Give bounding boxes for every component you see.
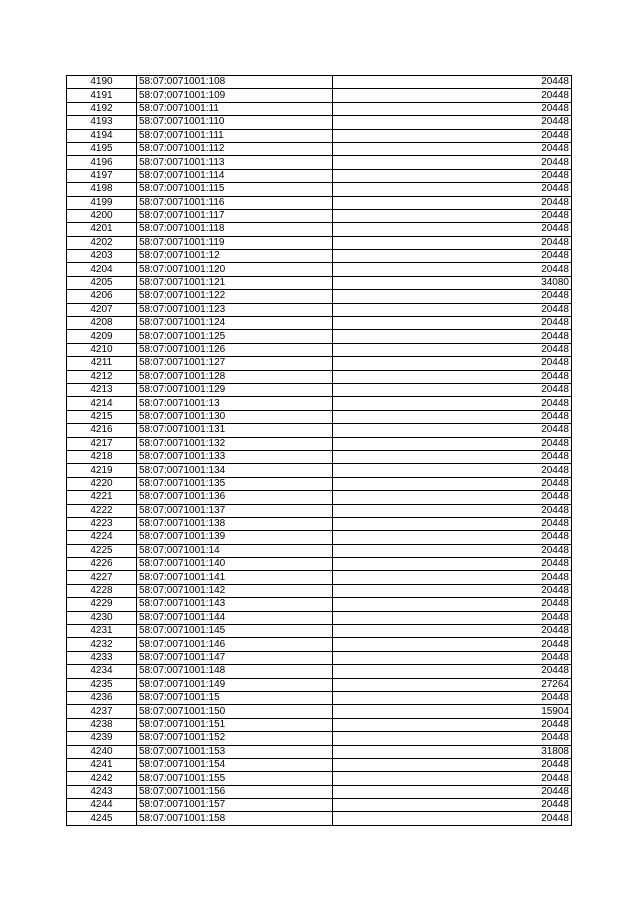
row-number-cell: 4229	[67, 598, 137, 611]
row-number-cell: 4241	[67, 758, 137, 771]
value-cell: 20448	[333, 477, 572, 490]
cadastral-number-cell: 58:07:0071001:127	[137, 357, 333, 370]
value-cell: 20448	[333, 76, 572, 89]
table-row	[67, 383, 572, 396]
table-row	[67, 263, 572, 276]
row-number-cell: 4201	[67, 223, 137, 236]
cadastral-number-cell: 58:07:0071001:133	[137, 450, 333, 463]
table-row	[67, 812, 572, 825]
cadastral-number-cell: 58:07:0071001:150	[137, 705, 333, 718]
row-number-cell: 4205	[67, 276, 137, 289]
table-row	[67, 772, 572, 785]
table-row	[67, 450, 572, 463]
table-row	[67, 397, 572, 410]
cadastral-number-cell: 58:07:0071001:130	[137, 410, 333, 423]
cadastral-number-cell: 58:07:0071001:154	[137, 758, 333, 771]
cadastral-number-cell: 58:07:0071001:153	[137, 745, 333, 758]
table-row	[67, 116, 572, 129]
value-cell: 20448	[333, 250, 572, 263]
value-cell: 20448	[333, 357, 572, 370]
cadastral-number-cell: 58:07:0071001:109	[137, 89, 333, 102]
table-row	[67, 76, 572, 89]
row-number-cell: 4212	[67, 370, 137, 383]
row-number-cell: 4214	[67, 397, 137, 410]
table-row	[67, 718, 572, 731]
cadastral-number-cell: 58:07:0071001:149	[137, 678, 333, 691]
cadastral-number-cell: 58:07:0071001:137	[137, 504, 333, 517]
value-cell: 20448	[333, 263, 572, 276]
value-cell: 20448	[333, 517, 572, 530]
row-number-cell: 4238	[67, 718, 137, 731]
cadastral-number-cell: 58:07:0071001:118	[137, 223, 333, 236]
row-number-cell: 4226	[67, 558, 137, 571]
table-row	[67, 437, 572, 450]
row-number-cell: 4220	[67, 477, 137, 490]
row-number-cell: 4217	[67, 437, 137, 450]
value-cell: 20448	[333, 450, 572, 463]
value-cell: 20448	[333, 785, 572, 798]
value-cell: 20448	[333, 611, 572, 624]
table-row	[67, 705, 572, 718]
row-number-cell: 4195	[67, 142, 137, 155]
table-row	[67, 598, 572, 611]
cadastral-number-cell: 58:07:0071001:123	[137, 303, 333, 316]
table-row	[67, 665, 572, 678]
row-number-cell: 4242	[67, 772, 137, 785]
cadastral-number-cell: 58:07:0071001:113	[137, 156, 333, 169]
cadastral-number-cell: 58:07:0071001:142	[137, 584, 333, 597]
cadastral-number-cell: 58:07:0071001:136	[137, 491, 333, 504]
table-row	[67, 183, 572, 196]
value-cell: 20448	[333, 102, 572, 115]
cadastral-number-cell: 58:07:0071001:12	[137, 250, 333, 263]
table-row	[67, 236, 572, 249]
table-row	[67, 196, 572, 209]
row-number-cell: 4200	[67, 209, 137, 222]
cadastral-number-cell: 58:07:0071001:144	[137, 611, 333, 624]
cadastral-number-cell: 58:07:0071001:116	[137, 196, 333, 209]
table-row	[67, 651, 572, 664]
value-cell: 20448	[333, 504, 572, 517]
table-row	[67, 290, 572, 303]
cadastral-number-cell: 58:07:0071001:155	[137, 772, 333, 785]
table-row	[67, 732, 572, 745]
row-number-cell: 4231	[67, 625, 137, 638]
row-number-cell: 4208	[67, 317, 137, 330]
cadastral-number-cell: 58:07:0071001:131	[137, 424, 333, 437]
value-cell: 20448	[333, 598, 572, 611]
value-cell: 20448	[333, 142, 572, 155]
cadastral-number-cell: 58:07:0071001:13	[137, 397, 333, 410]
value-cell: 20448	[333, 129, 572, 142]
row-number-cell: 4237	[67, 705, 137, 718]
value-cell: 20448	[333, 718, 572, 731]
table-row	[67, 343, 572, 356]
cadastral-number-cell: 58:07:0071001:156	[137, 785, 333, 798]
table-row	[67, 531, 572, 544]
cadastral-number-cell: 58:07:0071001:158	[137, 812, 333, 825]
table-row	[67, 330, 572, 343]
row-number-cell: 4199	[67, 196, 137, 209]
value-cell: 20448	[333, 651, 572, 664]
value-cell: 20448	[333, 544, 572, 557]
row-number-cell: 4216	[67, 424, 137, 437]
value-cell: 20448	[333, 209, 572, 222]
table-row	[67, 102, 572, 115]
cadastral-number-cell: 58:07:0071001:126	[137, 343, 333, 356]
value-cell: 20448	[333, 236, 572, 249]
cadastral-number-cell: 58:07:0071001:115	[137, 183, 333, 196]
cadastral-number-cell: 58:07:0071001:147	[137, 651, 333, 664]
row-number-cell: 4239	[67, 732, 137, 745]
table-row	[67, 303, 572, 316]
cadastral-number-cell: 58:07:0071001:138	[137, 517, 333, 530]
value-cell: 20448	[333, 531, 572, 544]
table-row	[67, 558, 572, 571]
cadastral-number-cell: 58:07:0071001:119	[137, 236, 333, 249]
value-cell: 20448	[333, 410, 572, 423]
value-cell: 20448	[333, 330, 572, 343]
table-row	[67, 410, 572, 423]
table-row	[67, 691, 572, 704]
row-number-cell: 4232	[67, 638, 137, 651]
table-row	[67, 464, 572, 477]
row-number-cell: 4211	[67, 357, 137, 370]
row-number-cell: 4219	[67, 464, 137, 477]
value-cell: 20448	[333, 290, 572, 303]
row-number-cell: 4233	[67, 651, 137, 664]
row-number-cell: 4203	[67, 250, 137, 263]
value-cell: 20448	[333, 196, 572, 209]
row-number-cell: 4224	[67, 531, 137, 544]
table-row	[67, 477, 572, 490]
table-row	[67, 504, 572, 517]
row-number-cell: 4234	[67, 665, 137, 678]
table-row	[67, 250, 572, 263]
value-cell: 20448	[333, 397, 572, 410]
cadastral-number-cell: 58:07:0071001:141	[137, 571, 333, 584]
row-number-cell: 4243	[67, 785, 137, 798]
table-row	[67, 638, 572, 651]
value-cell: 20448	[333, 156, 572, 169]
cadastral-number-cell: 58:07:0071001:146	[137, 638, 333, 651]
row-number-cell: 4223	[67, 517, 137, 530]
cadastral-number-cell: 58:07:0071001:140	[137, 558, 333, 571]
row-number-cell: 4209	[67, 330, 137, 343]
value-cell: 20448	[333, 691, 572, 704]
value-cell: 20448	[333, 343, 572, 356]
row-number-cell: 4221	[67, 491, 137, 504]
value-cell: 15904	[333, 705, 572, 718]
cadastral-number-cell: 58:07:0071001:15	[137, 691, 333, 704]
table-row	[67, 169, 572, 182]
table-row	[67, 357, 572, 370]
cadastral-number-cell: 58:07:0071001:114	[137, 169, 333, 182]
value-cell: 20448	[333, 812, 572, 825]
value-cell: 20448	[333, 625, 572, 638]
table-row	[67, 571, 572, 584]
cadastral-number-cell: 58:07:0071001:120	[137, 263, 333, 276]
row-number-cell: 4213	[67, 383, 137, 396]
cadastral-number-cell: 58:07:0071001:117	[137, 209, 333, 222]
table-row	[67, 317, 572, 330]
cadastral-number-cell: 58:07:0071001:125	[137, 330, 333, 343]
row-number-cell: 4215	[67, 410, 137, 423]
value-cell: 20448	[333, 183, 572, 196]
row-number-cell: 4207	[67, 303, 137, 316]
row-number-cell: 4196	[67, 156, 137, 169]
table-row	[67, 785, 572, 798]
value-cell: 20448	[333, 665, 572, 678]
row-number-cell: 4235	[67, 678, 137, 691]
cadastral-number-cell: 58:07:0071001:148	[137, 665, 333, 678]
row-number-cell: 4204	[67, 263, 137, 276]
row-number-cell: 4244	[67, 799, 137, 812]
value-cell: 20448	[333, 799, 572, 812]
value-cell: 20448	[333, 370, 572, 383]
row-number-cell: 4236	[67, 691, 137, 704]
value-cell: 20448	[333, 584, 572, 597]
row-number-cell: 4194	[67, 129, 137, 142]
value-cell: 20448	[333, 424, 572, 437]
cadastral-number-cell: 58:07:0071001:108	[137, 76, 333, 89]
value-cell: 20448	[333, 491, 572, 504]
table-row	[67, 517, 572, 530]
table-row	[67, 89, 572, 102]
cadastral-number-cell: 58:07:0071001:128	[137, 370, 333, 383]
cadastral-number-cell: 58:07:0071001:143	[137, 598, 333, 611]
value-cell: 20448	[333, 383, 572, 396]
cadastral-number-cell: 58:07:0071001:14	[137, 544, 333, 557]
cadastral-number-cell: 58:07:0071001:132	[137, 437, 333, 450]
row-number-cell: 4218	[67, 450, 137, 463]
row-number-cell: 4210	[67, 343, 137, 356]
row-number-cell: 4228	[67, 584, 137, 597]
table-row	[67, 611, 572, 624]
cadastral-number-cell: 58:07:0071001:121	[137, 276, 333, 289]
row-number-cell: 4191	[67, 89, 137, 102]
table-row	[67, 223, 572, 236]
cadastral-number-cell: 58:07:0071001:11	[137, 102, 333, 115]
table-row	[67, 142, 572, 155]
cadastral-number-cell: 58:07:0071001:134	[137, 464, 333, 477]
table-row	[67, 544, 572, 557]
table-row	[67, 156, 572, 169]
row-number-cell: 4206	[67, 290, 137, 303]
row-number-cell: 4197	[67, 169, 137, 182]
table-row	[67, 758, 572, 771]
value-cell: 20448	[333, 772, 572, 785]
cadastral-number-cell: 58:07:0071001:124	[137, 317, 333, 330]
value-cell: 20448	[333, 758, 572, 771]
table-row	[67, 745, 572, 758]
table-row	[67, 209, 572, 222]
cadastral-number-cell: 58:07:0071001:145	[137, 625, 333, 638]
row-number-cell: 4202	[67, 236, 137, 249]
value-cell: 20448	[333, 571, 572, 584]
row-number-cell: 4198	[67, 183, 137, 196]
value-cell: 20448	[333, 89, 572, 102]
table-row	[67, 491, 572, 504]
value-cell: 31808	[333, 745, 572, 758]
row-number-cell: 4192	[67, 102, 137, 115]
value-cell: 20448	[333, 732, 572, 745]
table-row	[67, 625, 572, 638]
row-number-cell: 4245	[67, 812, 137, 825]
row-number-cell: 4222	[67, 504, 137, 517]
table-row	[67, 370, 572, 383]
cadastral-number-cell: 58:07:0071001:151	[137, 718, 333, 731]
row-number-cell: 4230	[67, 611, 137, 624]
value-cell: 20448	[333, 317, 572, 330]
cadastral-number-cell: 58:07:0071001:122	[137, 290, 333, 303]
value-cell: 20448	[333, 437, 572, 450]
cadastral-number-cell: 58:07:0071001:112	[137, 142, 333, 155]
cadastral-number-cell: 58:07:0071001:135	[137, 477, 333, 490]
value-cell: 20448	[333, 223, 572, 236]
cadastral-table	[66, 75, 572, 826]
value-cell: 20448	[333, 169, 572, 182]
table-row	[67, 276, 572, 289]
row-number-cell: 4240	[67, 745, 137, 758]
row-number-cell: 4227	[67, 571, 137, 584]
table-row	[67, 799, 572, 812]
value-cell: 20448	[333, 303, 572, 316]
row-number-cell: 4190	[67, 76, 137, 89]
value-cell: 20448	[333, 464, 572, 477]
table-row	[67, 678, 572, 691]
table-row	[67, 584, 572, 597]
value-cell: 20448	[333, 116, 572, 129]
cadastral-number-cell: 58:07:0071001:110	[137, 116, 333, 129]
table-row	[67, 129, 572, 142]
value-cell: 27264	[333, 678, 572, 691]
table-row	[67, 424, 572, 437]
value-cell: 20448	[333, 638, 572, 651]
row-number-cell: 4193	[67, 116, 137, 129]
cadastral-number-cell: 58:07:0071001:111	[137, 129, 333, 142]
cadastral-number-cell: 58:07:0071001:129	[137, 383, 333, 396]
table-body	[67, 76, 572, 826]
value-cell: 34080	[333, 276, 572, 289]
row-number-cell: 4225	[67, 544, 137, 557]
value-cell: 20448	[333, 558, 572, 571]
cadastral-number-cell: 58:07:0071001:152	[137, 732, 333, 745]
cadastral-number-cell: 58:07:0071001:139	[137, 531, 333, 544]
cadastral-number-cell: 58:07:0071001:157	[137, 799, 333, 812]
